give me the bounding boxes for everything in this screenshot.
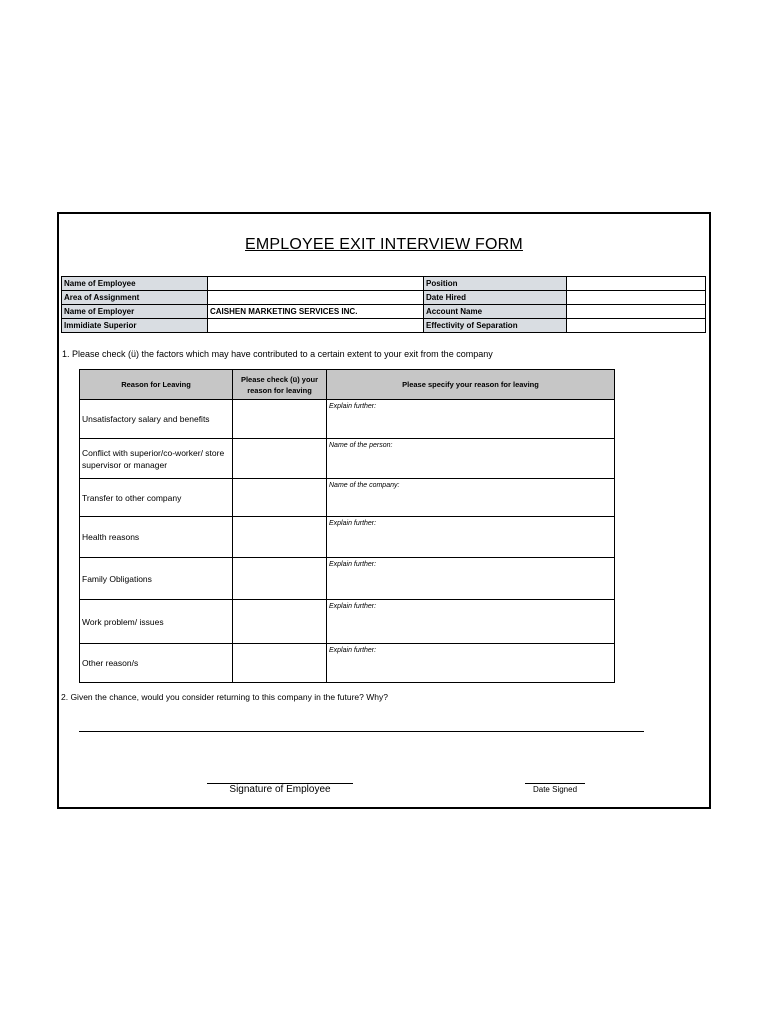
reason-checkbox[interactable] [233, 600, 327, 644]
reason-explain-field[interactable]: Explain further: [327, 517, 615, 558]
employee-info-table [61, 276, 706, 333]
reason-label: Conflict with superior/co-worker/ store supervisor or manager [80, 439, 233, 479]
question-1: 1. Please check (ü) the factors which may have contributed to a certain extent to your exit from the company [62, 349, 493, 359]
info-value-field[interactable] [567, 319, 706, 333]
reason-label: Work problem/ issues [80, 600, 233, 644]
reason-explain-field[interactable]: Explain further: [327, 558, 615, 600]
reason-checkbox[interactable] [233, 400, 327, 439]
info-label: Area of Assignment [62, 291, 208, 305]
reason-row [80, 400, 615, 439]
reason-label: Family Obligations [80, 558, 233, 600]
info-value-field[interactable] [208, 277, 424, 291]
date-signed-line[interactable] [525, 783, 585, 784]
reason-checkbox[interactable] [233, 517, 327, 558]
reason-row [80, 600, 615, 644]
info-label: Position [424, 277, 567, 291]
info-value-field[interactable] [567, 277, 706, 291]
answer-line[interactable] [79, 731, 644, 732]
signature-label: Signature of Employee [229, 784, 331, 795]
info-value-field[interactable] [567, 291, 706, 305]
info-value-field[interactable] [208, 319, 424, 333]
reason-explain-field[interactable]: Name of the person: [327, 439, 615, 479]
info-label: Account Name [424, 305, 567, 319]
question-2: 2. Given the chance, would you consider returning to this company in the future? Why? [61, 692, 388, 702]
reason-checkbox[interactable] [233, 439, 327, 479]
reason-explain-field[interactable]: Name of the company: [327, 479, 615, 517]
check-header: Please check (ü) your reason for leaving [233, 370, 327, 400]
reason-checkbox[interactable] [233, 644, 327, 683]
reason-row [80, 479, 615, 517]
reason-label: Transfer to other company [80, 479, 233, 517]
reason-row [80, 517, 615, 558]
info-row [62, 291, 706, 305]
info-row [62, 305, 706, 319]
reason-explain-field[interactable]: Explain further: [327, 400, 615, 439]
info-row [62, 277, 706, 291]
date-signed-label: Date Signed [532, 785, 578, 794]
info-label: Immidiate Superior [62, 319, 208, 333]
info-value-field[interactable]: CAISHEN MARKETING SERVICES INC. [208, 305, 424, 319]
reason-header: Reason for Leaving [80, 370, 233, 400]
info-label: Effectivity of Separation [424, 319, 567, 333]
info-row [62, 319, 706, 333]
info-label: Name of Employee [62, 277, 208, 291]
info-value-field[interactable] [208, 291, 424, 305]
reason-label: Other reason/s [80, 644, 233, 683]
reason-checkbox[interactable] [233, 479, 327, 517]
exit-interview-form [57, 212, 711, 809]
reason-explain-field[interactable]: Explain further: [327, 644, 615, 683]
reasons-table [79, 369, 615, 683]
form-title: EMPLOYEE EXIT INTERVIEW FORM [245, 236, 523, 253]
reason-explain-field[interactable]: Explain further: [327, 600, 615, 644]
reason-label: Unsatisfactory salary and benefits [80, 400, 233, 439]
specify-header: Please specify your reason for leaving [327, 370, 615, 400]
info-value-field[interactable] [567, 305, 706, 319]
info-label: Date Hired [424, 291, 567, 305]
reason-checkbox[interactable] [233, 558, 327, 600]
reason-row [80, 558, 615, 600]
reason-label: Health reasons [80, 517, 233, 558]
info-label: Name of Employer [62, 305, 208, 319]
reasons-header-row [80, 370, 615, 400]
reason-row [80, 439, 615, 479]
reason-row [80, 644, 615, 683]
